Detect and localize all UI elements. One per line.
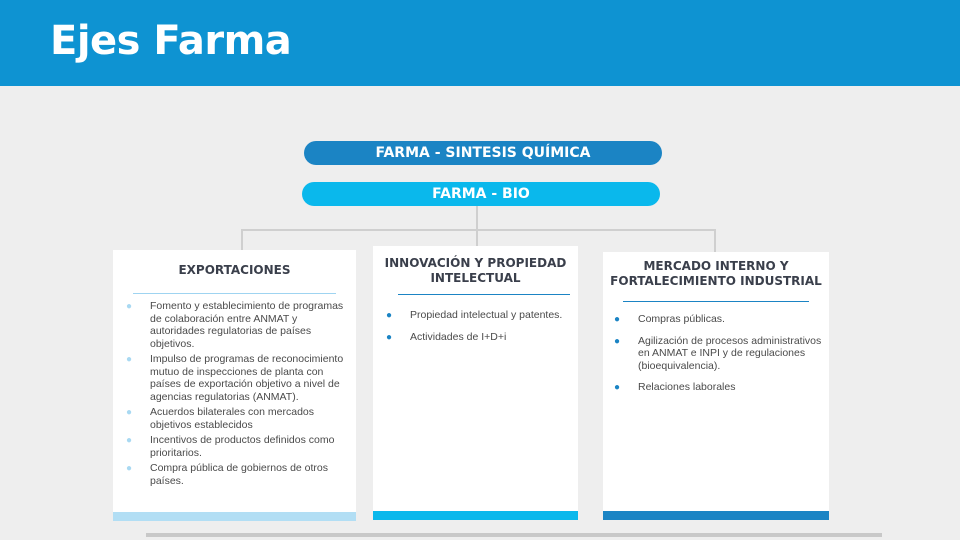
mercado-interno-card: [603, 252, 829, 520]
title-divider: [398, 294, 570, 295]
list-item: ● Acuerdos bilaterales con mercados objetivos establecidos: [126, 406, 315, 431]
exportaciones-card: [113, 250, 356, 521]
innovacion-card: [373, 246, 578, 520]
list-item: ● Propiedad intelectual y patentes.: [386, 309, 563, 321]
bullet-icon: ●: [126, 354, 133, 365]
horizontal-scrollbar[interactable]: [146, 533, 882, 537]
list-item: ● Actividades de I+D+i: [386, 330, 507, 343]
bullet-list: [385, 309, 571, 352]
list-item: ● Incentivos de productos definidos como prioritarios.: [126, 434, 335, 459]
card-accent-bar: [603, 511, 829, 520]
list-item: ● Agilización de procesos administrativos en ANMAT e INPI y de regulaciones (bioequivalencia).: [614, 334, 822, 372]
card-accent-bar: [373, 511, 578, 520]
bullet-icon: ●: [614, 335, 621, 347]
bullet-list: [125, 300, 347, 490]
card-title: INNOVACIÓN Y PROPIEDAD INTELECTUAL: [384, 256, 567, 285]
bullet-icon: ●: [126, 435, 133, 446]
connector-lines: [0, 0, 960, 260]
bullet-icon: ●: [614, 382, 621, 393]
title-divider: [133, 293, 336, 294]
bullet-icon: ●: [614, 314, 621, 325]
bullet-icon: ●: [386, 310, 393, 321]
title-divider: [623, 301, 809, 302]
list-item: ● Impulso de programas de reconocimiento mutuo de inspecciones de planta con países de exportación objetivo a nivel de agencias regulatorias (ANMAT).: [126, 353, 344, 403]
list-item: ● Fomento y establecimiento de programas de colaboración entre ANMAT y autoridades regulatorias de países objetivos.: [126, 300, 344, 350]
bullet-icon: ●: [386, 331, 393, 343]
pill-label: FARMA - BIO: [432, 186, 530, 202]
list-item: ● Compras públicas.: [614, 313, 725, 325]
list-item: ● Compra pública de gobiernos de otros países.: [126, 462, 329, 487]
slide-title: Ejes Farma: [50, 18, 292, 64]
bullet-list: [613, 313, 825, 403]
card-title: EXPORTACIONES: [178, 263, 291, 277]
bullet-icon: ●: [126, 301, 133, 312]
bullet-icon: ●: [126, 463, 133, 474]
list-item: ● Relaciones laborales: [614, 381, 736, 393]
card-accent-bar: [113, 512, 356, 521]
pill-label: FARMA - SINTESIS QUÍMICA: [375, 145, 591, 161]
card-title: MERCADO INTERNO Y FORTALECIMIENTO INDUSTRIAL: [610, 259, 822, 288]
bullet-icon: ●: [126, 407, 133, 418]
